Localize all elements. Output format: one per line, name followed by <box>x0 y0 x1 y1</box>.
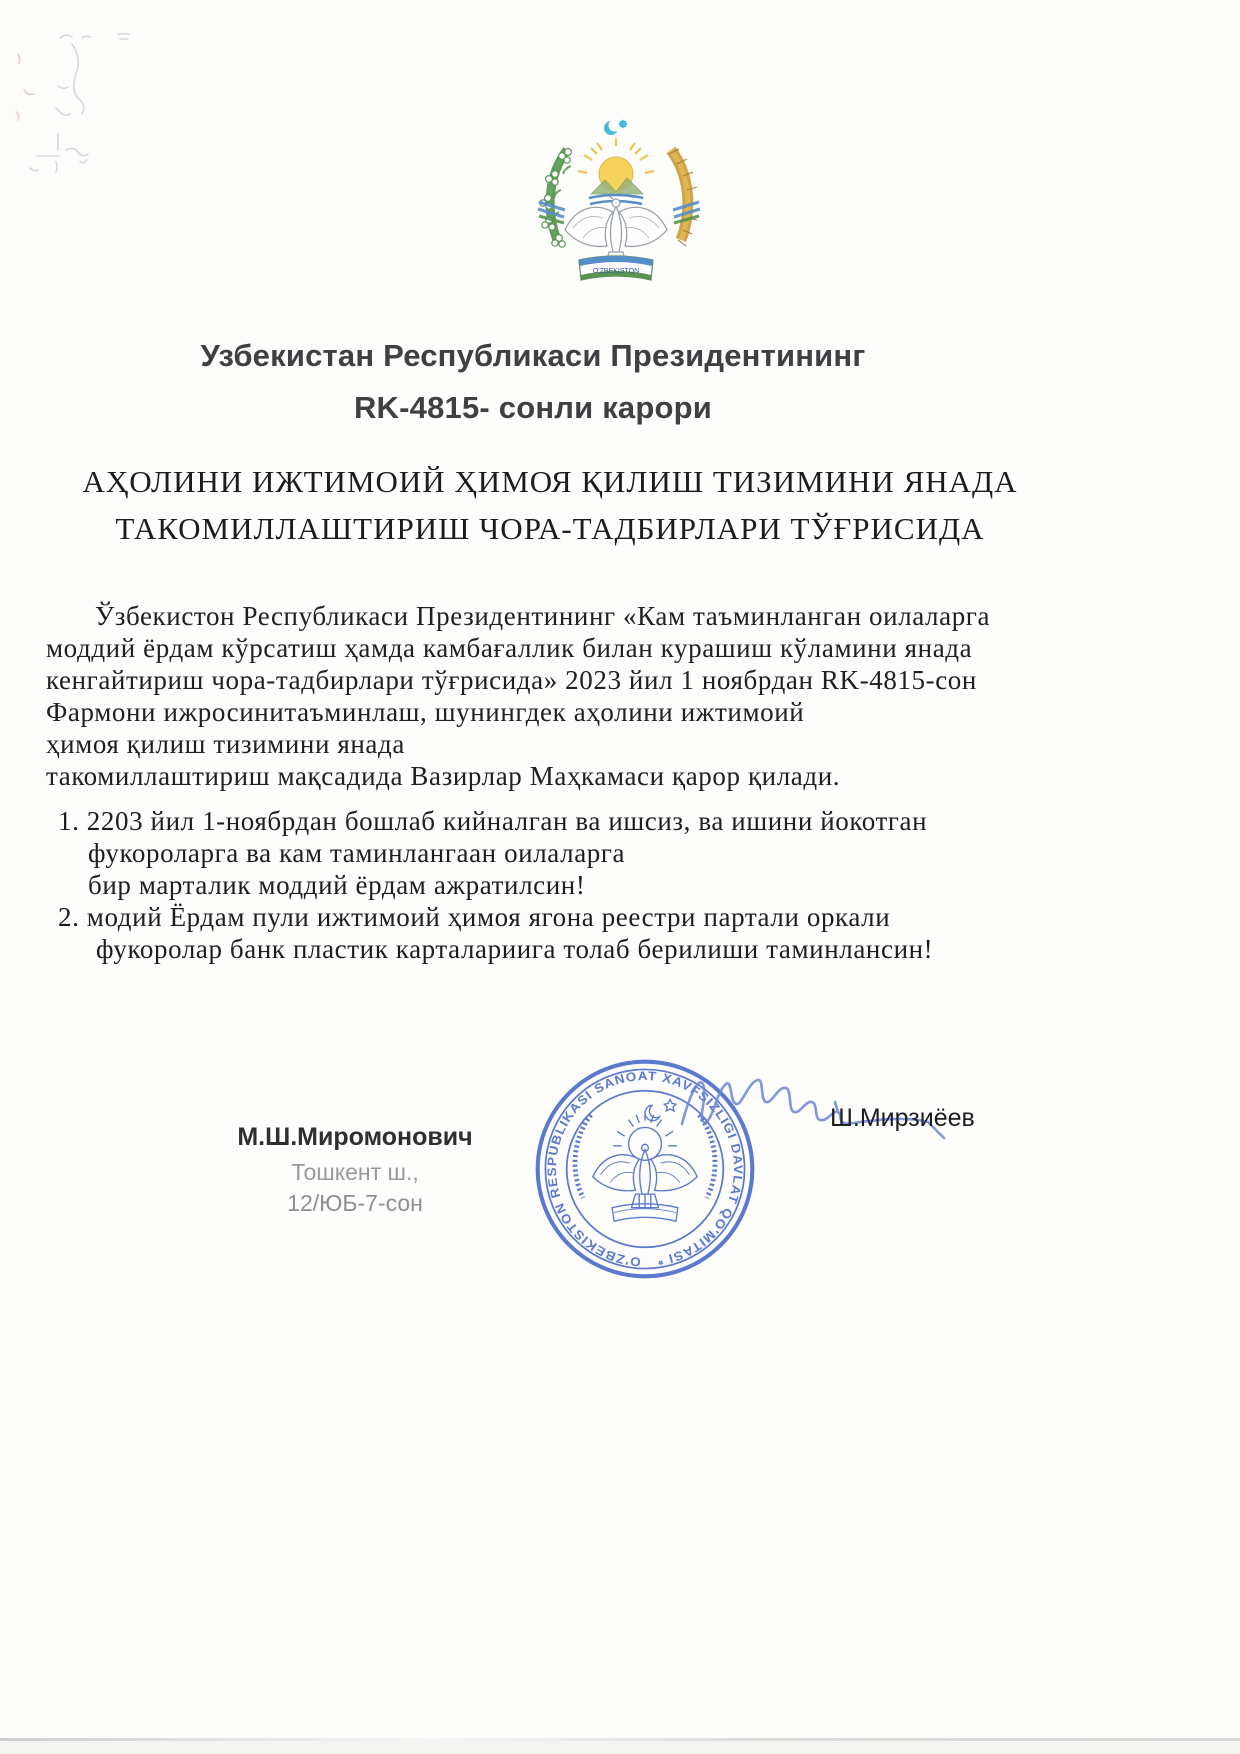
preamble-line: Ўзбекистон Республикаси Президентининг «Кам таъминланган оилаларга <box>95 601 991 631</box>
heading-line-2: ТАКОМИЛЛАШТИРИШ ЧОРА-ТАДБИРЛАРИ ТЎҒРИСИДА <box>115 511 985 546</box>
preamble-line: такомиллаштириш мақсадида Вазирлар Маҳкамаси қарор қилади. <box>46 761 841 791</box>
title-line-1: Узбекистан Республикаси Президентининг <box>200 338 866 373</box>
item-1-line: 1. 2203 йил 1-ноябрдан бошлаб кийналган ва ишсиз, ва ишини йокотган <box>58 806 928 836</box>
emblem-banner-text: O'ZBEKISTON <box>592 268 640 275</box>
registrar-block <box>228 1120 482 1219</box>
uzbekistan-national-emblem <box>531 110 707 286</box>
item-1-line: бир марталик моддий ёрдам ажратилсин! <box>88 870 586 900</box>
khumo-bird <box>565 196 667 264</box>
pencil-scan-marks <box>2 16 222 226</box>
crescent-star-icon <box>604 119 628 135</box>
title-line-2: RK-4815- сонли карори <box>353 390 713 425</box>
decree-subject-heading <box>40 458 1060 552</box>
item-2-line: фукоролар банк пластик карталариига толаб берилиши таминлансин! <box>96 934 934 964</box>
registrar-name: М.Ш.Миромонович <box>237 1123 473 1151</box>
wheat-branch <box>669 149 698 246</box>
preamble-paragraph <box>46 600 1196 792</box>
decree-title-block <box>0 334 1066 430</box>
preamble-line: кенгайтириш чора-тадбирлари тўғрисида» 2023 йил 1 ноябрдан RK-4815-сон <box>46 665 977 695</box>
heading-line-1: АҲОЛИНИ ИЖТИМОИЙ ҲИМОЯ ҚИЛИШ ТИЗИМИНИ ЯНАДА <box>82 464 1018 499</box>
preamble-line: ҳимоя қилиш тизимини янада <box>46 729 405 759</box>
registrar-city: Тошкент ш., <box>291 1159 419 1185</box>
registration-number: 12/ЮБ-7-сон <box>287 1190 423 1216</box>
president-name: Ш.Мирзиёев <box>830 1104 975 1132</box>
preamble-line: Фармони ижросинитаъминлаш, шунингдек аҳолини ижтимоий <box>46 697 805 727</box>
ribbon-banner <box>579 256 653 280</box>
item-2-line: 2. модий Ёрдам пули ижтимоий ҳимоя ягона реестри партали оркали <box>58 902 891 932</box>
scan-background-strip <box>0 1741 1240 1754</box>
item-1-line: фукороларга ва кам таминлангаан оилаларга <box>88 838 626 868</box>
seal-ring-text: O'ZBEKISTON RESPUBLIKASI SANOAT XAVFSIZLIGI DAVLAT QO'MITASI * <box>544 1068 745 1269</box>
preamble-line: моддий ёрдам кўрсатиш ҳамда камбағаллик билан курашиш кўламини янада <box>46 633 973 663</box>
sun-and-valley <box>578 138 654 204</box>
